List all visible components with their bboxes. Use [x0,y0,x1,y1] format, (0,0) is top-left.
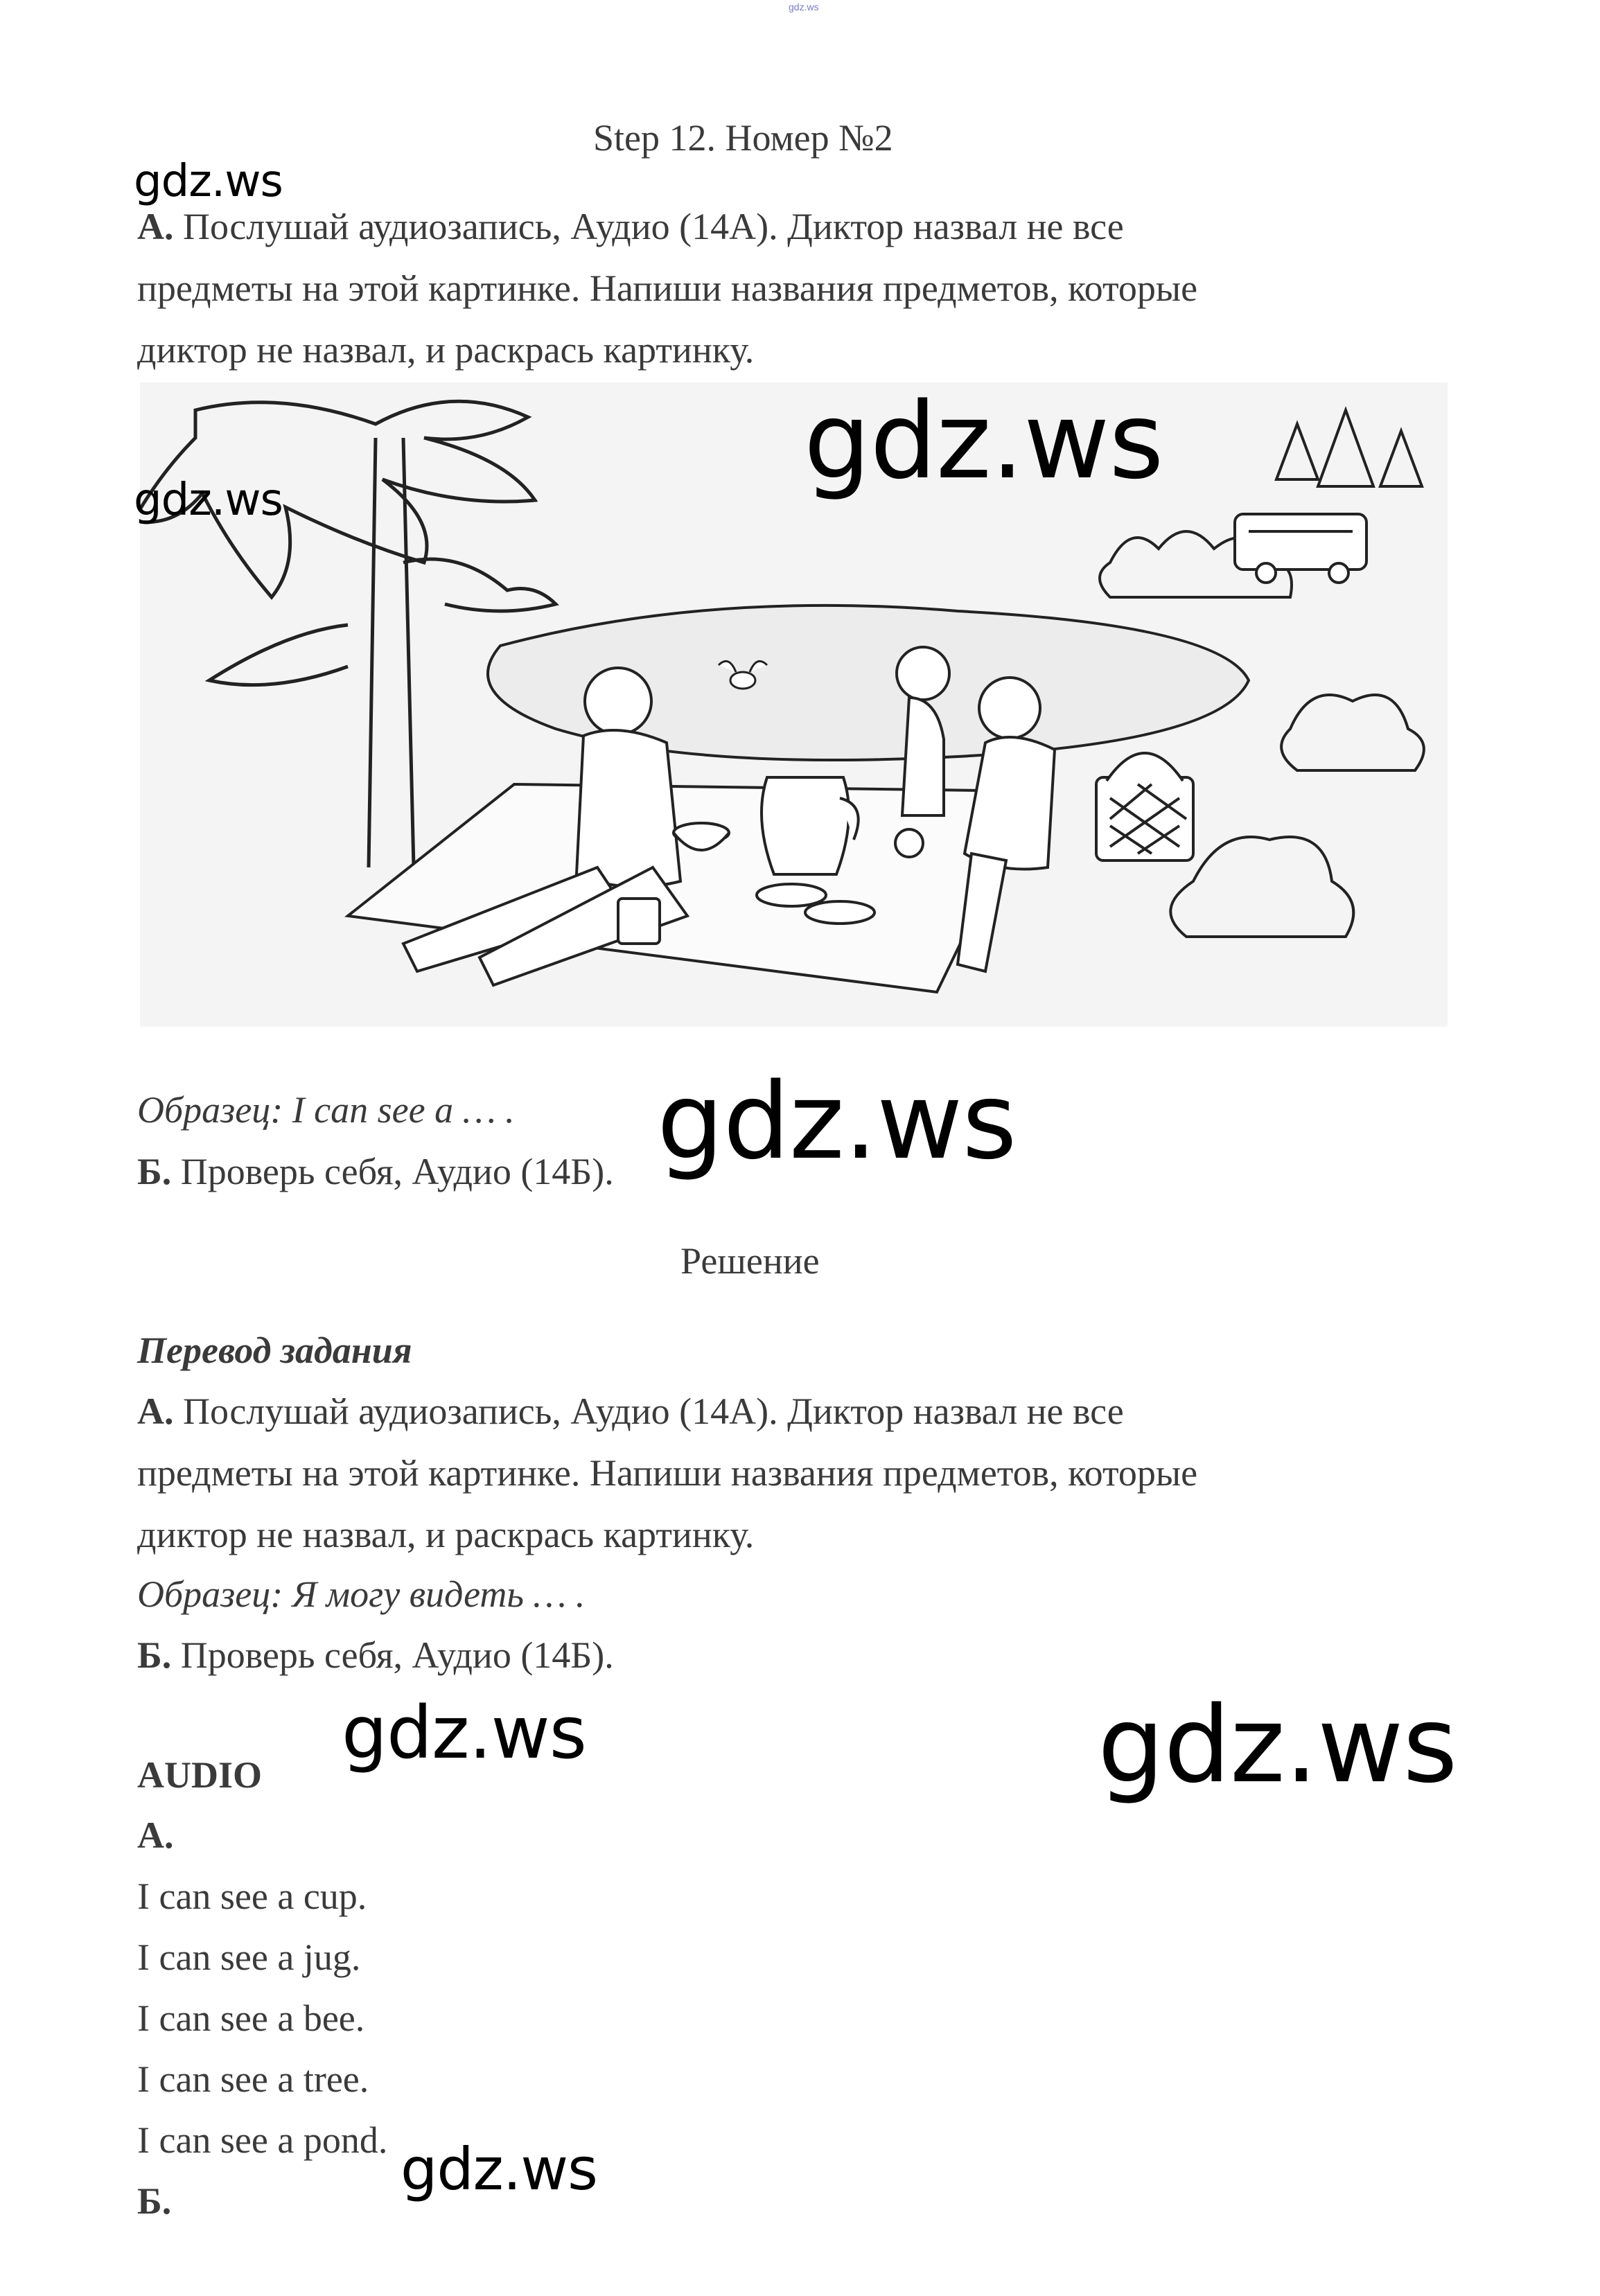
translation-b-text: Проверь себя, Аудио (14Б). [180,1634,614,1676]
task-line-1 [137,196,1124,258]
task-b-text: Проверь себя, Аудио (14Б). [180,1151,614,1192]
watermark: gdz.ws [804,380,1163,502]
translation-line-1 [137,1381,1124,1442]
audio-b-label: Б. [137,2180,172,2222]
watermark: gdz.ws [134,475,283,526]
translation-a-text-2: предметы на этой картинке. Напиши названия предметов, которые [137,1452,1198,1494]
translation-a-label: А. [137,1390,174,1432]
task-a-text-3: диктор не назвал, и раскрась картинку. [137,329,755,371]
picnic-illustration [140,382,1448,1027]
translation-sample: Образец: Я могу видеть … . [137,1573,586,1615]
translation-a-text-3: диктор не назвал, и раскрась картинку. [137,1514,755,1555]
task-a-label: А. [137,206,174,247]
audio-line: I can see a bee. [137,1997,365,2039]
task-b-line [137,1141,614,1203]
page-title: Step 12. Номер №2 [593,117,893,159]
task-sample: Образец: I can see a … . [137,1089,515,1131]
task-b-label: Б. [137,1151,172,1192]
translation-a-text-1: Послушай аудиозапись, Аудио (14А). Диктор назвал не все [183,1390,1124,1432]
audio-line: I can see a tree. [137,2058,369,2100]
task-a-text-1: Послушай аудиозапись, Аудио (14А). Диктор назвал не все [183,206,1124,247]
translation-b-label: Б. [137,1634,172,1676]
translation-heading: Перевод задания [137,1330,412,1371]
audio-line: I can see a jug. [137,1936,361,1978]
solution-heading: Решение [680,1240,820,1282]
audio-line: I can see a pond. [137,2119,388,2161]
top-mark: gdz.ws [789,1,819,12]
audio-heading: AUDIO [137,1754,263,1796]
watermark: gdz.ws [657,1060,1017,1183]
translation-b-line [137,1625,614,1686]
watermark: gdz.ws [401,2135,597,2203]
watermark: gdz.ws [1098,1684,1457,1806]
task-a-text-2: предметы на этой картинке. Напиши названия предметов, которые [137,267,1198,309]
audio-line: I can see a cup. [137,1875,367,1917]
audio-a-label: А. [137,1814,174,1856]
watermark: gdz.ws [134,156,283,207]
watermark: gdz.ws [342,1690,586,1775]
